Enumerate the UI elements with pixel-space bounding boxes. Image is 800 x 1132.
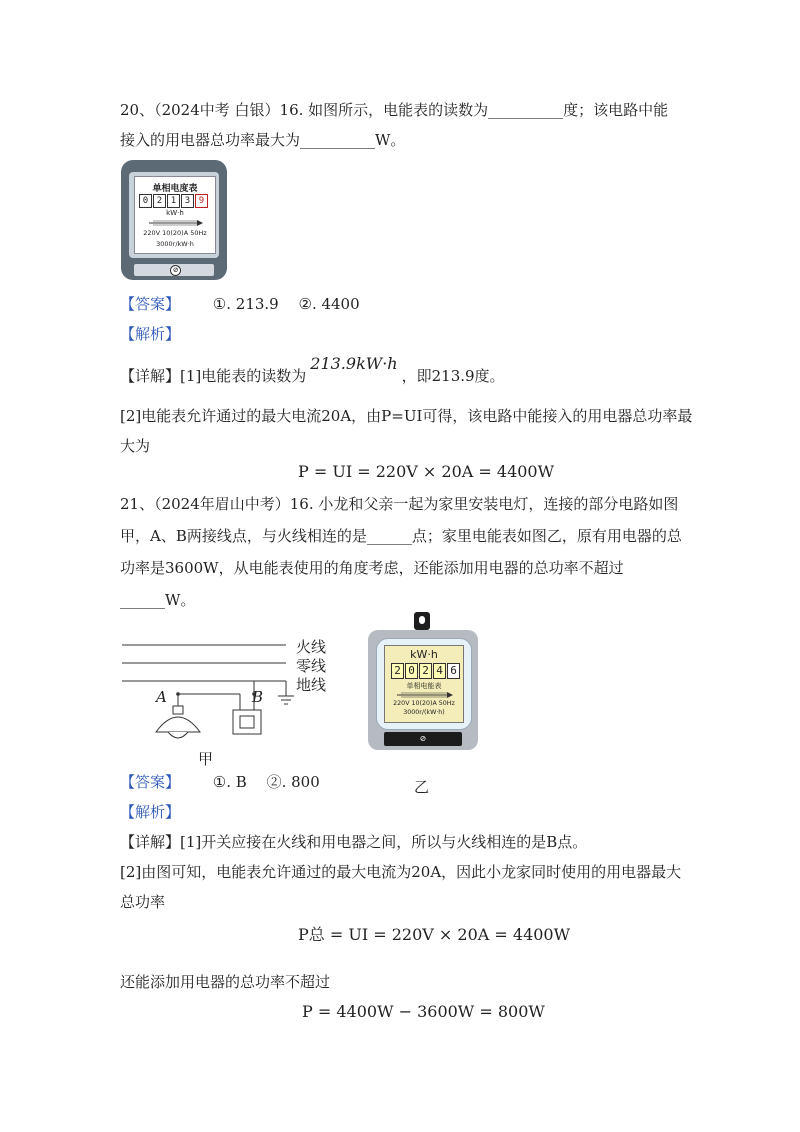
meter-digit: 0 bbox=[139, 194, 152, 208]
meter-digit: 1 bbox=[167, 194, 180, 208]
meter-face bbox=[134, 176, 216, 254]
meter-digits bbox=[391, 663, 461, 679]
screw-icon: ⊘ bbox=[170, 265, 181, 276]
meter-digit: 3 bbox=[181, 194, 194, 208]
screw-icon: ⊘ bbox=[419, 734, 427, 743]
q21-detail2-line1: [2]由图可知，电能表允许通过的最大电流为20A，因此小龙家同时使用的用电器最大 bbox=[120, 863, 682, 881]
q21-formula2: P = 4400W − 3600W = 800W bbox=[302, 1002, 545, 1021]
answer-label: 【答案】 bbox=[120, 773, 181, 791]
q20-formula: P = UI = 220V × 20A = 4400W bbox=[298, 462, 555, 481]
detail1-text: [1]开关应接在火线和用电器之间，所以与火线相连的是B点。 bbox=[180, 833, 588, 851]
meter-spec: 220V 10(20)A 50Hz bbox=[143, 229, 207, 237]
point-b-label: B bbox=[252, 688, 264, 706]
live-wire-label: 火线 bbox=[296, 638, 327, 656]
meter-digit: 4 bbox=[433, 663, 446, 679]
meter-digit: 0 bbox=[405, 663, 418, 679]
meter-hook-hole bbox=[419, 616, 425, 624]
figure-yi-caption: 乙 bbox=[414, 778, 430, 796]
q21-meter-figure bbox=[368, 612, 478, 752]
detail1-suffix: ，即213.9度。 bbox=[401, 367, 505, 385]
lamp-icon bbox=[156, 717, 200, 732]
meter-unit: kW·h bbox=[166, 209, 184, 217]
q20-detail2-line1: [2]电能表允许通过的最大电流20A，由P=UI可得，该电路中能接入的用电器总功率最 bbox=[120, 407, 693, 425]
q21-detail2-line2: 总功率 bbox=[120, 893, 166, 911]
meter-digit: 2 bbox=[391, 663, 404, 679]
point-a-label: A bbox=[156, 688, 167, 706]
figure-jia-caption: 甲 bbox=[198, 750, 214, 768]
detail1-prefix: [1]电能表的读数为 bbox=[180, 367, 307, 385]
answer-text: ①. B ②. 800 bbox=[212, 773, 320, 791]
q21-stem-line3: 功率是3600W，从电能表使用的角度考虑，还能添加用电器的总功率不超过 bbox=[120, 559, 624, 577]
q21-stem-line4: ______W。 bbox=[120, 591, 196, 609]
meter-digit-decimal: 6 bbox=[447, 663, 460, 679]
meter-spec: 220V 10(20)A 50Hz bbox=[393, 700, 455, 707]
q20-answer bbox=[120, 294, 360, 314]
q20-stem-line1: 20、（2024中考 白银）16. 如图所示，电能表的读数为__________度；该电路中能 bbox=[120, 101, 669, 119]
meter-arrow-icon bbox=[147, 220, 203, 226]
meter-title: 单相电能表 bbox=[406, 682, 442, 690]
q21-note: 还能添加用电器的总功率不超过 bbox=[120, 973, 331, 991]
q21-stem-line2: 甲，A、B两接线点，与火线相连的是______点；家里电能表如图乙，原有用电器的总 bbox=[120, 527, 682, 545]
q20-detail2-line2: 大为 bbox=[120, 437, 151, 455]
answer-label: 【答案】 bbox=[120, 295, 181, 313]
meter-title: 单相电度表 bbox=[152, 184, 198, 194]
q21-detail1 bbox=[120, 832, 587, 852]
meter-arrow-icon bbox=[395, 692, 453, 698]
meter-digit: 2 bbox=[153, 194, 166, 208]
q21-analysis-label: 【解析】 bbox=[120, 803, 181, 821]
q21-formula1: P总 = UI = 220V × 20A = 4400W bbox=[298, 925, 571, 944]
q20-analysis-label: 【解析】 bbox=[120, 325, 181, 343]
q20-meter-figure bbox=[121, 160, 227, 280]
meter-unit: kW·h bbox=[410, 648, 438, 661]
q20-stem-line2: 接入的用电器总功率最大为__________W。 bbox=[120, 131, 406, 149]
meter-digit: 2 bbox=[419, 663, 432, 679]
q21-answer bbox=[120, 772, 320, 792]
meter-rev: 3000r/kW·h bbox=[156, 240, 194, 248]
q21-stem-line1: 21、（2024年眉山中考）16. 小龙和父亲一起为家里安装电灯，连接的部分电路如图 bbox=[120, 495, 679, 513]
meter-digit-decimal: 9 bbox=[195, 194, 208, 208]
detail1-value: 213.9kW·h bbox=[310, 354, 398, 373]
q20-detail1 bbox=[120, 354, 505, 386]
detail-label: 【详解】 bbox=[120, 367, 181, 385]
meter-rev: 3000r/(kW·h) bbox=[403, 709, 445, 716]
meter-digits bbox=[139, 194, 209, 208]
detail-label: 【详解】 bbox=[120, 833, 181, 851]
ground-wire-label: 地线 bbox=[296, 676, 327, 694]
meter-face bbox=[384, 645, 464, 723]
neutral-wire-label: 零线 bbox=[296, 657, 327, 675]
switch-icon bbox=[233, 710, 261, 734]
answer-text: ①. 213.9 ②. 4400 bbox=[212, 295, 360, 313]
lamp-socket bbox=[173, 706, 183, 714]
